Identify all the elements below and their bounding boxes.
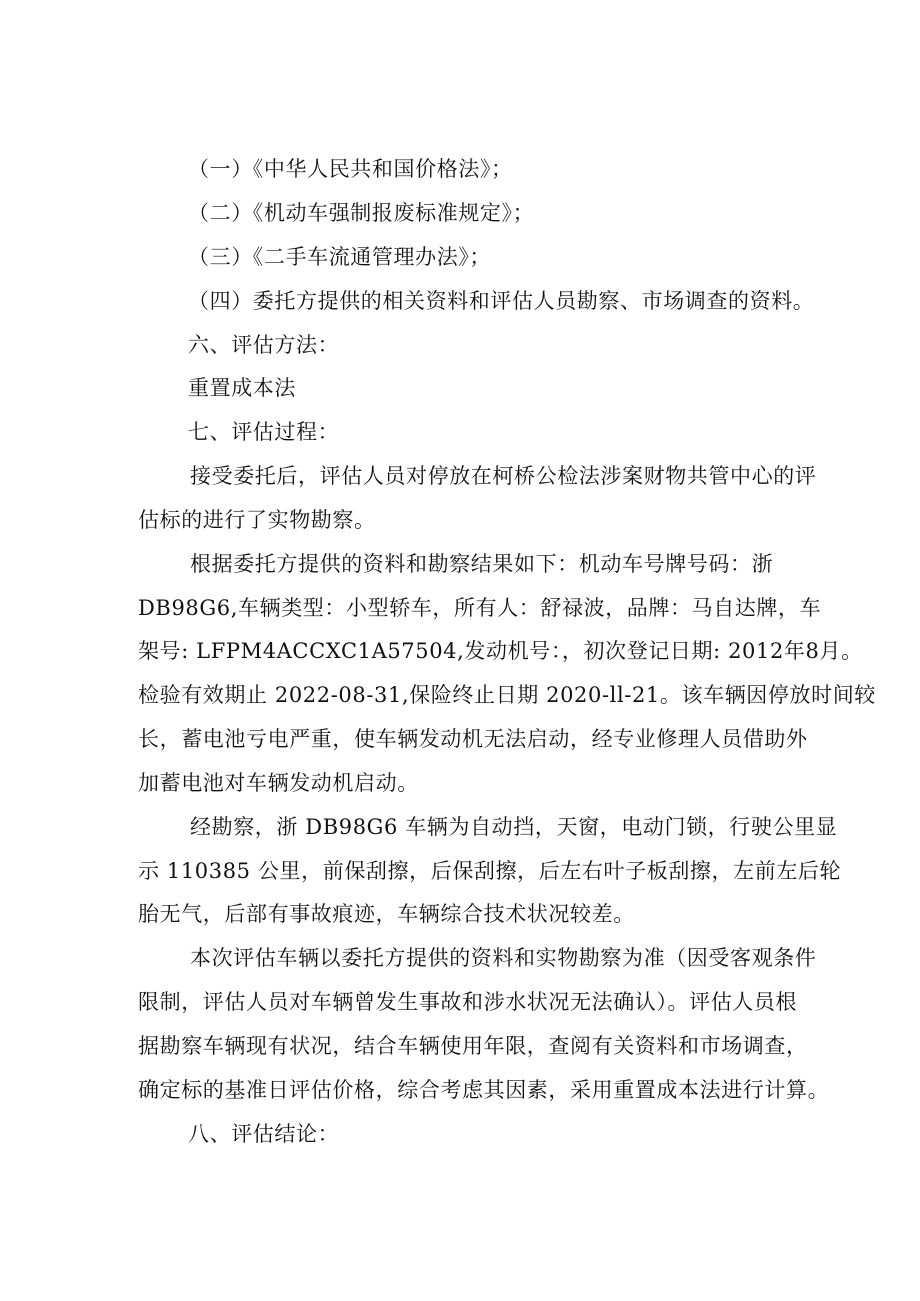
paragraph-line: 估标的进行了实物勘察。 [138, 508, 376, 532]
paragraph-line: 示 110385 公里，前保刮擦，后保刮擦，后左右叶子板刮擦，左前左后轮 [138, 859, 842, 883]
basis-item-3: （三）《二手车流通管理办法》； [188, 245, 491, 269]
paragraph-line: 检验有效期止 2022-08-31,保险终止日期 2020-ll-21。该车辆因停放时间较 [138, 683, 876, 707]
paragraph-line: 加蓄电池对车辆发动机启动。 [138, 771, 419, 795]
paragraph-line: 架号: LFPM4ACCXC1A57504,发动机号：，初次登记日期: 2012年8月。 [138, 639, 863, 663]
paragraph-line: DB98G6,车辆类型：小型轿车，所有人：舒禄波，品牌：马自达牌，车 [138, 596, 822, 620]
paragraph-line: 据勘察车辆现有状况，结合车辆使用年限，查阅有关资料和市场调查， [138, 1034, 808, 1058]
valuation-method: 重置成本法 [188, 376, 296, 400]
basis-item-1: （一）《中华人民共和国价格法》； [188, 157, 513, 181]
basis-item-4: （四）委托方提供的相关资料和评估人员勘察、市场调查的资料。 [188, 289, 815, 313]
section-8-heading: 八、评估结论： [188, 1122, 340, 1146]
paragraph-line: 限制，评估人员对车辆曾发生事故和涉水状况无法确认）。评估人员根 [138, 990, 798, 1014]
section-7-heading: 七、评估过程： [188, 420, 340, 444]
paragraph-line: 长，蓄电池亏电严重，使车辆发动机无法启动，经专业修理人员借助外 [138, 727, 808, 751]
paragraph-line: 确定标的基准日评估价格，综合考虑其因素，采用重置成本法进行计算。 [138, 1078, 830, 1102]
paragraph-line: 根据委托方提供的资料和勘察结果如下：机动车号牌号码：浙 [190, 552, 774, 576]
paragraph-line: 胎无气，后部有事故痕迹，车辆综合技术状况较差。 [138, 902, 635, 926]
paragraph-line: 本次评估车辆以委托方提供的资料和实物勘察为准（因受客观条件 [190, 946, 817, 970]
paragraph-line: 经勘察，浙 DB98G6 车辆为自动挡，天窗，电动门锁，行驶公里显 [190, 815, 838, 839]
basis-item-2: （二）《机动车强制报废标准规定》； [188, 201, 535, 225]
section-6-heading: 六、评估方法： [188, 333, 340, 357]
paragraph-line: 接受委托后，评估人员对停放在柯桥公检法涉案财物共管中心的评 [190, 464, 817, 488]
